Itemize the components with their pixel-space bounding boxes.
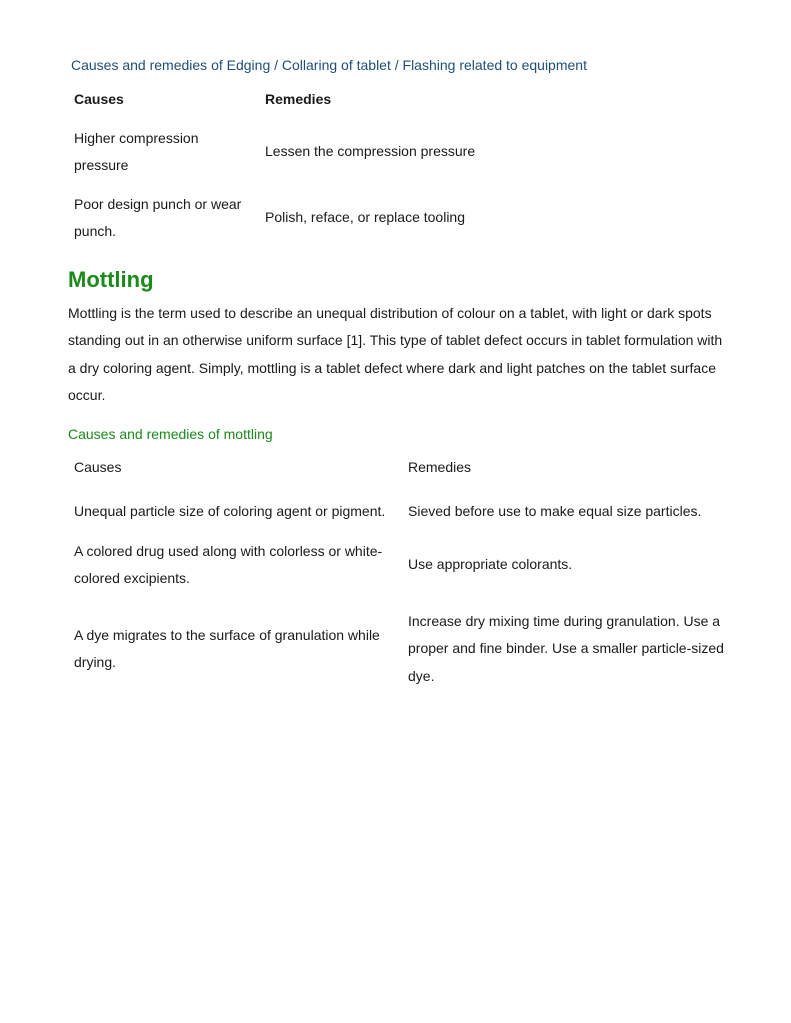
cause-cell: A dye migrates to the surface of granulation while drying. [74, 626, 380, 670]
edging-causes-remedies-table [68, 85, 571, 251]
table-row [68, 115, 571, 185]
mottling-causes-remedies-table [68, 453, 730, 697]
remedy-cell: Sieved before use to make equal size particles. [408, 503, 702, 520]
cause-cell: A colored drug used along with colorless or white-colored excipients. [74, 542, 383, 586]
causes-header: Causes [74, 459, 122, 476]
cause-cell: Poor design punch or wear punch. [74, 195, 242, 239]
remedies-header: Remedies [408, 459, 472, 476]
table-row [68, 483, 730, 537]
table-row [68, 185, 571, 251]
cause-cell: Unequal particle size of coloring agent or pigment. [74, 503, 386, 520]
remedies-header: Remedies [265, 91, 332, 108]
remedy-cell: Polish, reface, or replace tooling [265, 209, 465, 226]
remedy-cell: Use appropriate colorants. [408, 556, 573, 573]
cause-cell: Higher compression pressure [74, 129, 199, 173]
causes-header: Causes [74, 91, 124, 108]
table2-caption: Causes and remedies of mottling [68, 426, 273, 442]
section-heading: Mottling [68, 267, 154, 292]
remedy-cell: Lessen the compression pressure [265, 143, 476, 160]
table-header-row [68, 453, 730, 483]
section-paragraph: Mottling is the term used to describe an unequal distribution of colour on a tablet, with light or dark spots standing out in an otherwise uniform surface [1]. This type of tablet defect occurs in tablet formulation with a dry coloring agent. Simply, mottling is a tablet defect where dark and light patches on the tablet surface occur. [68, 305, 723, 403]
table-row [68, 537, 730, 593]
remedy-cell: Increase dry mixing time during granulation. Use a proper and fine binder. Use a smaller particle-sized dye. [408, 612, 724, 684]
table-header-row [68, 85, 571, 115]
table1-caption: Causes and remedies of Edging / Collaring of tablet / Flashing related to equipment [71, 57, 587, 73]
table-row [68, 593, 730, 697]
